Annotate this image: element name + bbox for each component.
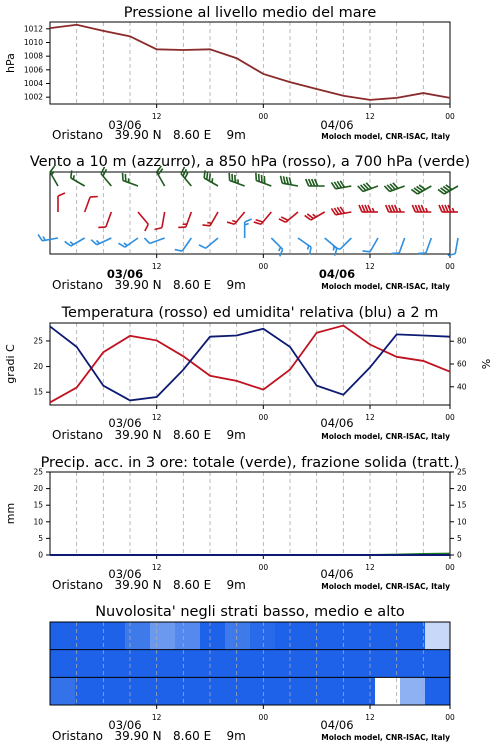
cloud-cell-basso [100,677,126,705]
x-tick-label: 12 [365,713,375,722]
cloud-cell-alto [300,622,326,650]
date-label-2: 04/06 [320,416,354,430]
y-tick-label: 20 [457,484,467,494]
cloud-cell-alto [125,622,151,650]
location-lon: 8.60 E [173,578,212,592]
wind-title: Vento a 10 m (azzurro), a 850 hPa (rosso), a 700 hPa (verde) [29,154,471,170]
y-tick-label: 80 [457,336,467,346]
cloud-cell-medio [75,650,101,678]
x-tick-label: 00 [258,112,269,121]
y-tick-label: 60 [457,359,467,369]
location-lon: 8.60 E [173,428,212,442]
y-tick-label: 15 [33,387,43,397]
x-tick-label: 00 [445,563,455,572]
date-label-1: 03/06 [106,267,144,281]
cloud-cell-alto [100,622,126,650]
location-lat: 39.90 N [114,428,162,442]
date-label-1: 03/06 [108,118,142,132]
y-tick-label: 1012 [23,24,43,34]
cloud-cell-alto [325,622,351,650]
date-label-1: 03/06 [108,416,142,430]
cloud-cell-medio [200,650,226,678]
date-label-2: 04/06 [318,267,356,281]
x-tick-label: 00 [445,713,455,722]
cloud-cell-basso [75,677,101,705]
cloud-cell-medio [400,650,426,678]
x-tick-label: 00 [445,413,455,422]
temperature-y-axis-label: gradi C [4,344,17,384]
x-tick-label: 12 [365,563,375,572]
y-tick-label: 10 [33,517,43,527]
y-tick-label: 15 [457,500,467,510]
y-tick-label: 5 [38,533,43,543]
location-lon: 8.60 E [173,729,212,743]
cloud-cell-basso [250,677,276,705]
model-credit: Moloch model, CNR-ISAC, Italy [321,432,450,441]
cloud-cell-basso [200,677,226,705]
date-label-1: 03/06 [108,567,142,581]
y-tick-label: 1006 [23,65,43,75]
y-tick-label: 10 [457,517,467,527]
cloud-cell-medio [225,650,251,678]
y-tick-label: 1004 [23,79,43,88]
location-alt: 9m [226,128,246,142]
cloud-cell-medio [50,650,76,678]
x-tick-label: 12 [151,713,162,722]
location-alt: 9m [226,729,246,743]
cloud-cell-alto [200,622,226,650]
x-tick-label: 00 [445,262,455,271]
model-credit: Moloch model, CNR-ISAC, Italy [321,733,450,742]
cloud-cell-medio [100,650,126,678]
x-tick-label: 00 [258,563,269,572]
location-lon: 8.60 E [173,128,212,142]
y-tick-label: 25 [457,467,467,477]
location-alt: 9m [226,578,246,592]
y-tick-label: 0 [38,550,43,560]
precip-y-axis-label: mm [4,502,17,525]
y-tick-label: 15 [33,500,43,510]
x-tick-label: 00 [445,112,455,121]
cloud-cell-medio [150,650,176,678]
x-tick-label: 12 [151,262,162,271]
x-tick-label: 12 [365,262,375,271]
location-name: Oristano [52,578,103,592]
cloud-cell-medio [350,650,376,678]
precip-title: Precip. acc. in 3 ore: totale (verde), frazione solida (tratt.) [40,455,460,471]
date-label-1: 03/06 [108,718,142,732]
location-lat: 39.90 N [114,278,162,292]
cloud-cell-basso [175,677,201,705]
cloud-cell-basso [225,677,251,705]
model-credit: Moloch model, CNR-ISAC, Italy [321,132,450,141]
date-label-2: 04/06 [320,118,354,132]
model-credit: Moloch model, CNR-ISAC, Italy [321,282,450,291]
cloud-cell-alto [225,622,251,650]
x-tick-label: 12 [151,112,162,121]
cloud-cell-basso [275,677,301,705]
x-tick-label: 00 [258,713,269,722]
cloud-cell-alto [150,622,176,650]
location-name: Oristano [52,278,103,292]
y-tick-label: 20 [33,484,43,494]
cloud-cell-alto [350,622,376,650]
temperature-title: Temperatura (rosso) ed umidita' relativa (blu) a 2 m [61,305,439,321]
date-label-2: 04/06 [320,567,354,581]
location-lon: 8.60 E [173,278,212,292]
cloud-cell-alto [50,622,76,650]
cloud-cell-alto [250,622,276,650]
cloud-cell-alto [275,622,301,650]
x-tick-label: 12 [365,413,375,422]
pressure-title: Pressione al livello medio del mare [123,5,377,21]
humidity-y-axis-label: % [480,358,493,370]
cloud-cell-alto [425,622,451,650]
cloud-cell-basso [50,677,76,705]
location-name: Oristano [52,428,103,442]
location-lat: 39.90 N [114,729,162,743]
x-tick-label: 12 [151,413,162,422]
cloud-cell-medio [275,650,301,678]
x-tick-label: 12 [365,112,375,121]
model-credit: Moloch model, CNR-ISAC, Italy [321,582,450,591]
cloud-title: Nuvolosita' negli strati basso, medio e alto [95,604,405,620]
cloud-cell-medio [300,650,326,678]
cloud-cell-medio [125,650,151,678]
location-alt: 9m [226,278,246,292]
location-name: Oristano [52,729,103,743]
y-tick-label: 25 [33,467,43,477]
cloud-cell-alto [400,622,426,650]
cloud-cell-basso [350,677,376,705]
cloud-cell-basso [300,677,326,705]
y-tick-label: 1002 [23,92,43,102]
location-footer [52,729,246,743]
location-lat: 39.90 N [114,128,162,142]
cloud-cell-alto [75,622,101,650]
cloud-cell-basso [425,677,451,705]
x-tick-label: 00 [258,413,269,422]
cloud-cell-basso [150,677,176,705]
cloud-cell-basso [325,677,351,705]
date-label-2: 04/06 [320,718,354,732]
y-tick-label: 25 [33,336,43,346]
pressure-y-axis-label: hPa [4,53,17,73]
cloud-cell-medio [425,650,451,678]
y-tick-label: 20 [33,362,43,372]
location-name: Oristano [52,128,103,142]
x-tick-label: 12 [151,563,162,572]
cloud-cell-alto [175,622,201,650]
location-lat: 39.90 N [114,578,162,592]
y-tick-label: 0 [457,550,462,560]
cloud-cell-basso [400,677,426,705]
y-tick-label: 1010 [23,38,43,47]
x-tick-label: 00 [258,262,269,271]
cloud-cell-basso [125,677,151,705]
location-alt: 9m [226,428,246,442]
cloud-cell-medio [325,650,351,678]
cloud-cell-medio [250,650,276,678]
y-tick-label: 5 [457,533,462,543]
cloud-cell-medio [175,650,201,678]
y-tick-label: 1008 [23,51,43,61]
y-tick-label: 40 [457,382,467,392]
